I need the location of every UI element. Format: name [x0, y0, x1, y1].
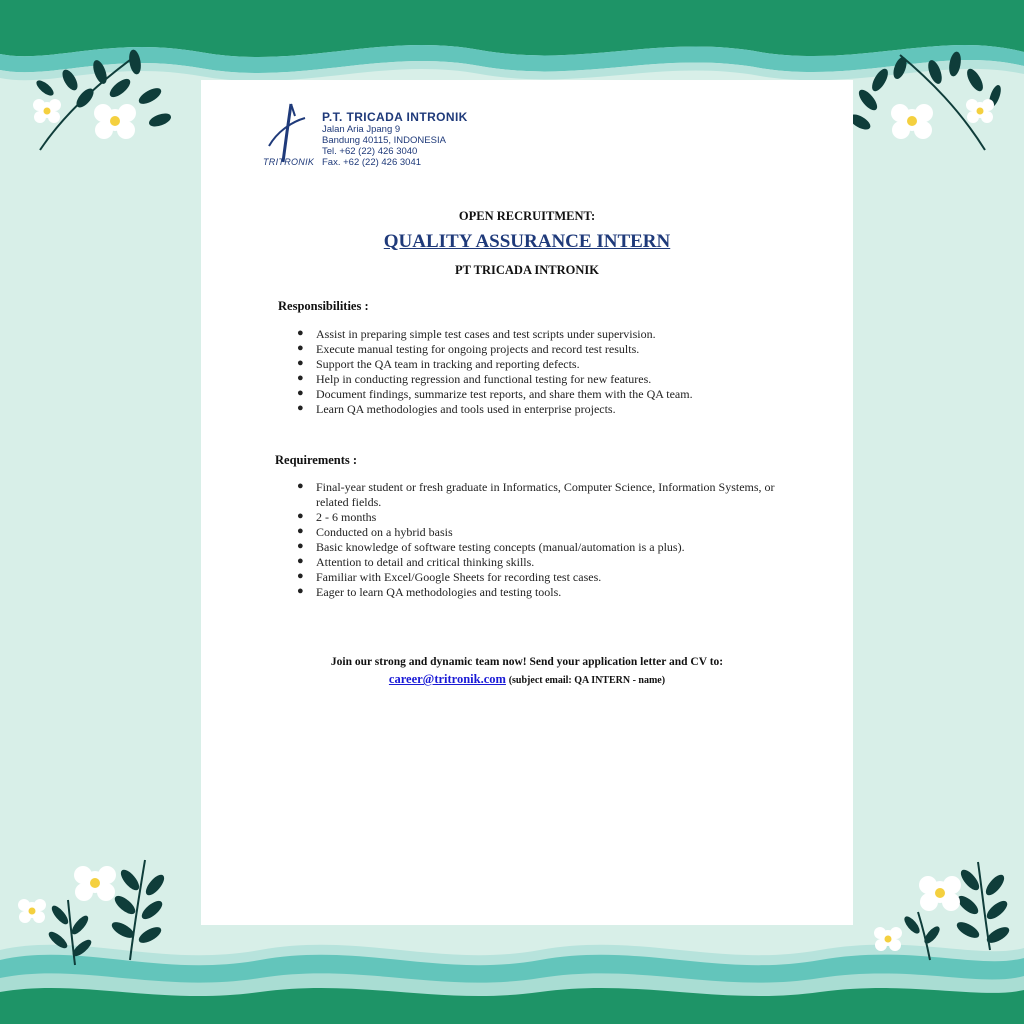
bullet-icon: ● [297, 585, 304, 597]
list-item: ● Execute manual testing for ongoing projects and record test results. [297, 342, 640, 356]
bullet-icon: ● [297, 402, 304, 414]
list-item: ● Conducted on a hybrid basis [297, 525, 453, 539]
list-item: ● Assist in preparing simple test cases and test scripts under supervision. [297, 327, 656, 341]
fax-line: Fax. +62 (22) 426 3041 [322, 157, 422, 168]
bullet-icon: ● [297, 387, 304, 399]
requirements-list [297, 480, 797, 600]
address-line: Bandung 40115, INDONESIA [322, 135, 446, 146]
logo-wordmark: TRITRONIK [263, 157, 315, 167]
bullet-icon: ● [297, 342, 304, 354]
bullet-icon: ● [297, 525, 304, 537]
contact-line [201, 672, 853, 687]
bullet-icon: ● [297, 480, 304, 492]
list-item: ● Learn QA methodologies and tools used in enterprise projects. [297, 402, 616, 416]
job-title: QUALITY ASSURANCE INTERN [383, 231, 671, 252]
company-info [322, 110, 468, 168]
responsibilities-heading: Responsibilities : [278, 299, 369, 313]
bullet-icon: ● [297, 540, 304, 552]
list-item: ● Eager to learn QA methodologies and testing tools. [297, 585, 562, 599]
document-page [201, 80, 853, 925]
address-line: Jalan Aria Jpang 9 [322, 124, 401, 135]
list-item: ● Help in conducting regression and functional testing for new features. [297, 372, 652, 386]
bullet-icon: ● [297, 372, 304, 384]
open-recruitment-label: OPEN RECRUITMENT: [458, 209, 596, 223]
list-item: ● Basic knowledge of software testing concepts (manual/automation is a plus). [297, 540, 685, 554]
bullet-icon: ● [297, 570, 304, 582]
company-name: P.T. TRICADA INTRONIK [322, 110, 468, 124]
responsibilities-list [297, 327, 797, 417]
list-item: ● Final-year student or fresh graduate in Informatics, Computer Science, Information Systems, or related fields. [297, 480, 775, 509]
email-subject-note: (subject email: QA INTERN - name) [508, 675, 666, 686]
list-item: ● Document findings, summarize test reports, and share them with the QA team. [297, 387, 693, 401]
bullet-icon: ● [297, 327, 304, 339]
list-item: ● Familiar with Excel/Google Sheets for recording test cases. [297, 570, 602, 584]
list-item: ● Attention to detail and critical thinking skills. [297, 555, 535, 569]
email-link[interactable]: career@tritronik.com [388, 672, 506, 686]
phone-line: Tel. +62 (22) 426 3040 [322, 146, 418, 157]
requirements-heading: Requirements : [275, 453, 358, 467]
call-to-action: Join our strong and dynamic team now! Send your application letter and CV to: [330, 656, 724, 668]
bullet-icon: ● [297, 357, 304, 369]
bullet-icon: ● [297, 555, 304, 567]
list-item: ● Support the QA team in tracking and reporting defects. [297, 357, 580, 371]
company-subtitle: PT TRICADA INTRONIK [454, 263, 599, 277]
bullet-icon: ● [297, 510, 304, 522]
list-item: ● 2 - 6 months [297, 510, 377, 524]
